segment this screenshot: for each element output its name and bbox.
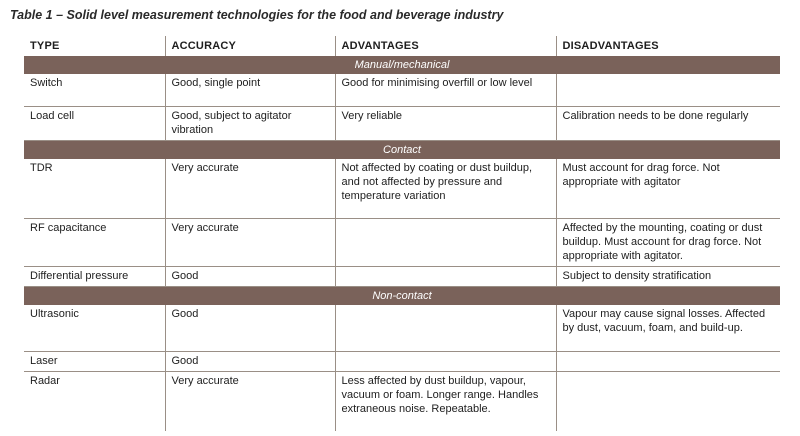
cell-advantages: Very reliable [335, 106, 556, 140]
cell-type: Load cell [24, 106, 165, 140]
section-title: Manual/mechanical [24, 56, 780, 74]
table-caption: Table 1 – Solid level measurement technologies for the food and beverage industry [10, 8, 504, 22]
section-title: Non-contact [24, 287, 780, 306]
cell-disadvantages: Vapour may cause signal losses. Affected by dust, vacuum, foam, and build-up. [556, 305, 780, 351]
table-row [24, 305, 780, 351]
section-row-manual [24, 56, 780, 74]
cell-type: Switch [24, 74, 165, 106]
header-advantages: ADVANTAGES [335, 36, 556, 56]
header-disadvantages: DISADVANTAGES [556, 36, 780, 56]
cell-type: Differential pressure [24, 267, 165, 287]
cell-advantages [335, 305, 556, 351]
table-row [24, 159, 780, 219]
cell-disadvantages: Must account for drag force. Not appropriate with agitator [556, 159, 780, 219]
cell-advantages: Good for minimising overfill or low level [335, 74, 556, 106]
table-row [24, 267, 780, 287]
cell-accuracy: Good [165, 351, 335, 371]
cell-accuracy: Very accurate [165, 371, 335, 431]
table-row [24, 74, 780, 106]
table-row [24, 371, 780, 431]
cell-disadvantages [556, 74, 780, 106]
cell-advantages [335, 267, 556, 287]
cell-advantages: Not affected by coating or dust buildup, and not affected by pressure and temperature variation [335, 159, 556, 219]
cell-type: RF capacitance [24, 219, 165, 267]
cell-accuracy: Good [165, 305, 335, 351]
section-row-non-contact [24, 287, 780, 306]
cell-advantages [335, 351, 556, 371]
cell-type: Ultrasonic [24, 305, 165, 351]
cell-type: TDR [24, 159, 165, 219]
cell-accuracy: Good, single point [165, 74, 335, 106]
cell-advantages [335, 219, 556, 267]
cell-disadvantages: Subject to density stratification [556, 267, 780, 287]
cell-disadvantages [556, 351, 780, 371]
cell-type: Laser [24, 351, 165, 371]
technology-table [24, 36, 780, 431]
cell-type: Radar [30, 374, 60, 387]
table-row [24, 106, 780, 140]
cell-advantages: Less affected by dust buildup, vapour, vacuum or foam. Longer range. Handles extraneous noise. Repeatable. [335, 371, 556, 431]
cell-disadvantages: Affected by the mounting, coating or dust buildup. Must account for drag force. Not appropriate with agitator. [556, 219, 780, 267]
header-row [24, 36, 780, 56]
cell-disadvantages [556, 371, 780, 431]
section-title: Contact [24, 140, 780, 159]
table-row [24, 351, 780, 371]
cell-accuracy: Good, subject to agitator vibration [165, 106, 335, 140]
header-accuracy: ACCURACY [165, 36, 335, 56]
cell-accuracy: Very accurate [165, 219, 335, 267]
section-row-contact [24, 140, 780, 159]
table-row [24, 219, 780, 267]
cell-accuracy: Very accurate [165, 159, 335, 219]
cell-disadvantages: Calibration needs to be done regularly [556, 106, 780, 140]
header-type: TYPE [30, 40, 60, 52]
cell-accuracy: Good [165, 267, 335, 287]
